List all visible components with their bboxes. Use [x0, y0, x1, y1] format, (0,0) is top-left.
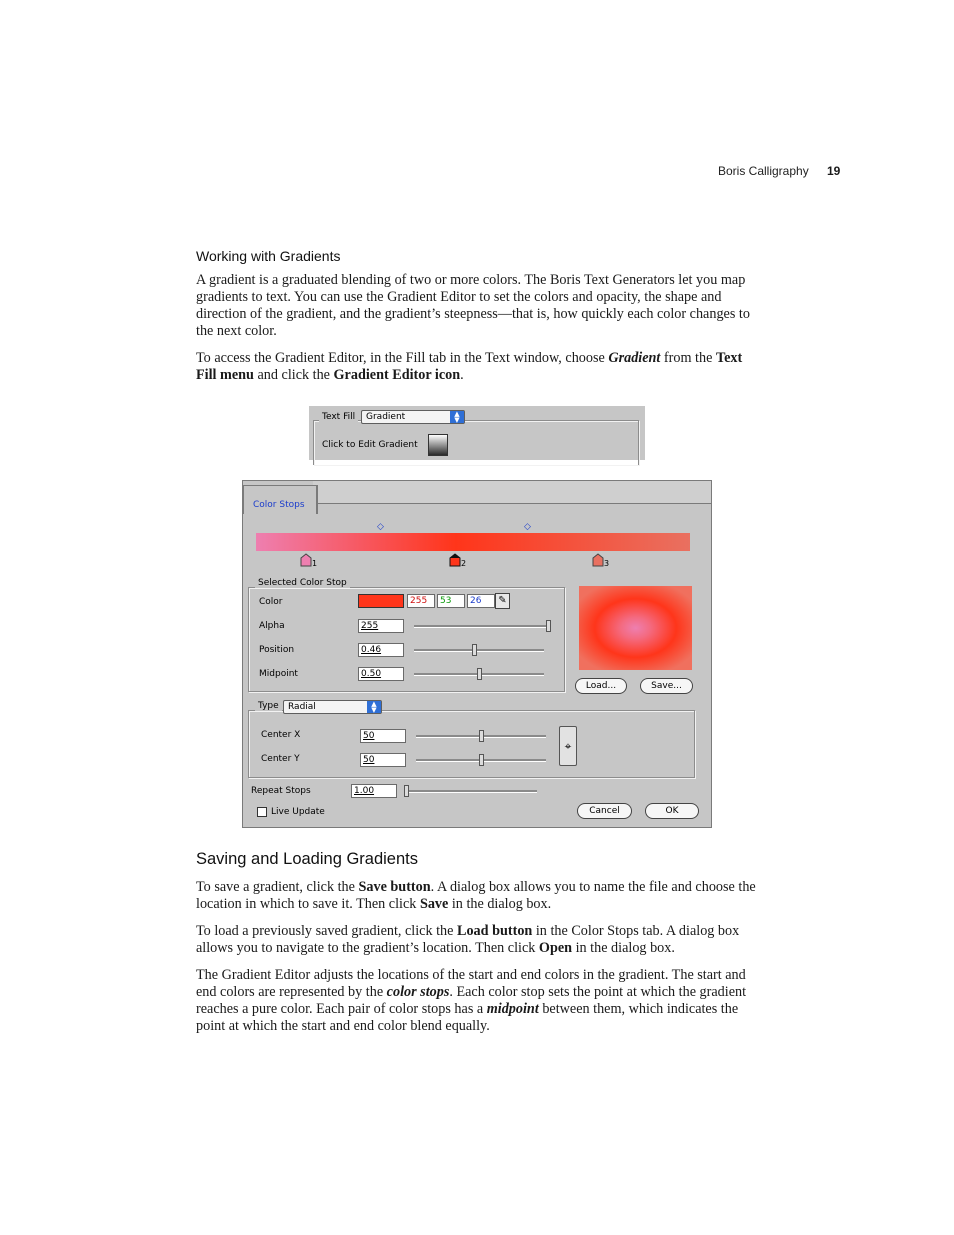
- position-slider-track[interactable]: [414, 649, 544, 652]
- updown-arrows-icon: ▲ ▼: [450, 411, 464, 423]
- repeat-stops-label: Repeat Stops: [251, 786, 311, 796]
- updown-arrows-icon: ▲ ▼: [367, 701, 381, 713]
- live-update-label: Live Update: [271, 807, 325, 817]
- center-x-label: Center X: [261, 730, 301, 740]
- color-stop-2[interactable]: [449, 553, 467, 570]
- page-number: 19: [827, 164, 841, 178]
- center-y-field[interactable]: 50: [360, 753, 406, 767]
- text-fill-label: Text Fill: [319, 412, 358, 422]
- paragraph-color-stops: The Gradient Editor adjusts the locations of the start and end colors in the gradient. The start and end colors are represented by the color stops. Each color stop sets the point at which the gradient reaches a pure color. Each pair of color stops has a midpoint between them, which indicates the point at which the start and end color blend equally.: [196, 967, 747, 1034]
- crosshair-icon[interactable]: ⌖: [559, 726, 577, 766]
- alpha-slider-thumb[interactable]: [546, 620, 551, 632]
- section-heading-saving-loading: Saving and Loading Gradients: [196, 850, 418, 868]
- selected-color-stop-title: Selected Color Stop: [255, 578, 350, 588]
- center-x-slider-thumb[interactable]: [479, 730, 484, 742]
- repeat-stops-slider-track[interactable]: [406, 790, 537, 793]
- red-field[interactable]: 255: [407, 594, 435, 608]
- section-heading-working-with-gradients: Working with Gradients: [196, 248, 341, 264]
- alpha-field[interactable]: 255: [358, 619, 404, 633]
- midpoint-marker[interactable]: ◇: [377, 522, 384, 532]
- text-fill-menu-value: Gradient: [366, 412, 406, 422]
- gradient-editor-window: [242, 480, 712, 828]
- paragraph-gradient-intro: A gradient is a graduated blending of two or more colors. The Boris Text Generators let you map gradients to text. You can use the Gradient Editor to set the colors and opacity, the shape and direction of the gradient, and the gradient’s steepness—that is, how quickly each color changes to the next color.: [196, 272, 750, 339]
- color-stop-1[interactable]: [300, 553, 318, 570]
- paragraph-load: To load a previously saved gradient, click the Load button in the Color Stops tab. A dialog box allows you to navigate to the gradient’s location. Then click Open in the dialog box.: [196, 923, 740, 956]
- position-slider-thumb[interactable]: [472, 644, 477, 656]
- midpoint-field[interactable]: 0.50: [358, 667, 404, 681]
- color-stop-number: 2: [461, 559, 467, 568]
- midpoint-slider-thumb[interactable]: [477, 668, 482, 680]
- color-label: Color: [259, 597, 283, 607]
- type-menu-value: Radial: [288, 702, 316, 712]
- ok-button[interactable]: OK: [645, 803, 699, 819]
- click-to-edit-label: Click to Edit Gradient: [322, 440, 418, 450]
- eyedropper-icon[interactable]: ✎: [495, 593, 510, 609]
- midpoint-label: Midpoint: [259, 669, 298, 679]
- paragraph-access-editor: To access the Gradient Editor, in the Fill tab in the Text window, choose Gradient from the Text Fill menu and click the Gradient Editor icon.: [196, 350, 743, 383]
- type-group: [248, 710, 695, 778]
- type-menu[interactable]: [283, 700, 382, 714]
- color-stop-marker-icon: [300, 553, 312, 567]
- running-header-title: Boris Calligraphy: [718, 164, 809, 178]
- alpha-label: Alpha: [259, 621, 285, 631]
- color-stop-marker-icon: [449, 553, 461, 567]
- color-swatch[interactable]: [358, 594, 404, 608]
- gradient-editor-icon[interactable]: [428, 434, 448, 456]
- repeat-stops-field[interactable]: 1.00: [351, 784, 397, 798]
- gradient-bar[interactable]: [256, 533, 690, 551]
- blue-field[interactable]: 26: [467, 594, 495, 608]
- color-stop-number: 3: [604, 559, 610, 568]
- gradient-preview: [579, 586, 692, 670]
- center-x-field[interactable]: 50: [360, 729, 406, 743]
- text-fill-panel: [309, 406, 645, 460]
- text-fill-menu[interactable]: [361, 410, 465, 424]
- load-button[interactable]: Load...: [575, 678, 627, 694]
- tab-strip: [313, 481, 711, 504]
- repeat-stops-slider-thumb[interactable]: [404, 785, 409, 797]
- position-label: Position: [259, 645, 295, 655]
- green-field[interactable]: 53: [437, 594, 465, 608]
- live-update-checkbox[interactable]: [257, 807, 267, 817]
- cancel-button[interactable]: Cancel: [577, 803, 632, 819]
- paragraph-save: To save a gradient, click the Save button. A dialog box allows you to name the file and choose the location in which to save it. Then click Save in the dialog box.: [196, 879, 756, 912]
- color-stop-3[interactable]: [592, 553, 610, 570]
- type-label: Type: [255, 701, 282, 711]
- tab-color-stops-label: Color Stops: [253, 500, 305, 510]
- center-y-slider-thumb[interactable]: [479, 754, 484, 766]
- midpoint-marker[interactable]: ◇: [524, 522, 531, 532]
- color-stop-number: 1: [312, 559, 318, 568]
- alpha-slider-track[interactable]: [414, 625, 550, 628]
- save-button[interactable]: Save...: [640, 678, 693, 694]
- center-y-label: Center Y: [261, 754, 300, 764]
- color-stop-marker-icon: [592, 553, 604, 567]
- tab-color-stops[interactable]: [243, 485, 318, 514]
- position-field[interactable]: 0.46: [358, 643, 404, 657]
